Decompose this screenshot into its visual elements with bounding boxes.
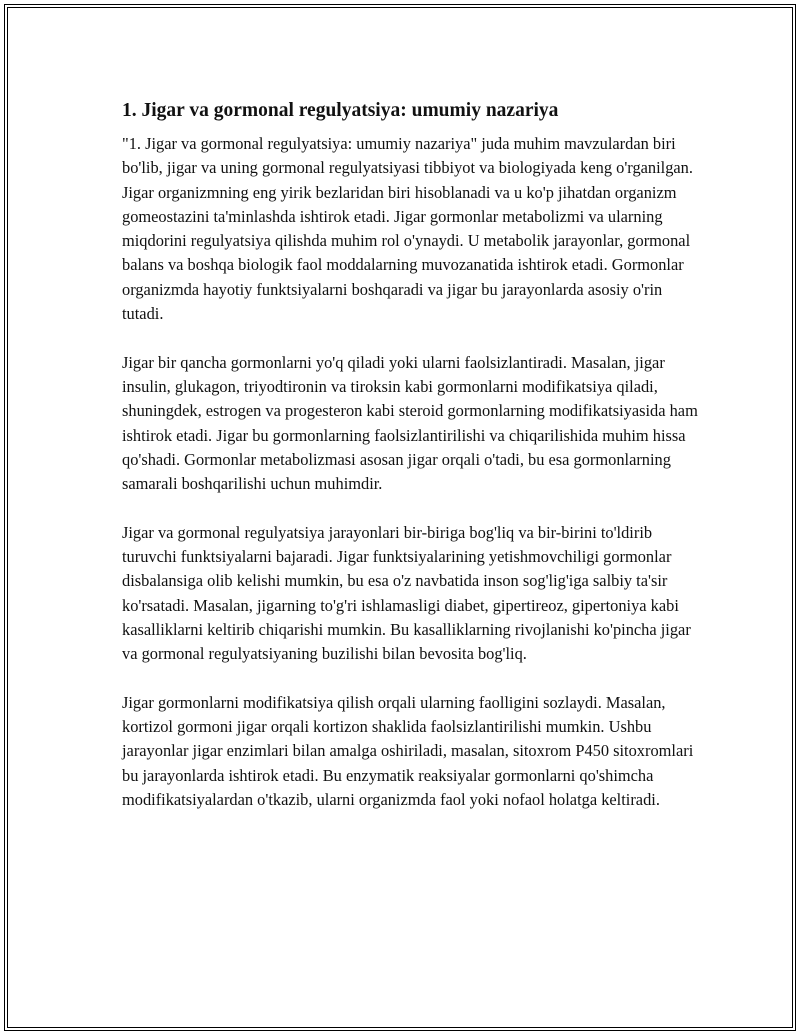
page-frame: [4, 4, 796, 1031]
paragraph-3: Jigar va gormonal regulyatsiya jarayonlari bir-biriga bog'liq va bir-birini to'ldirib turuvchi funktsiyalarni bajaradi. Jigar funktsiyalarining yetishmovchiligi gormonlar disbalansiga olib kelishi mumkin, bu esa o'z navbatida inson sog'lig'iga salbiy ta'sir ko'rsatadi. Masalan, jigarning to'g'ri ishlamasligi diabet, gipertireoz, gipertoniya kabi kasalliklarni keltirib chiqarishi mumkin. Bu kasalliklarning rivojlanishi ko'pincha jigar va gormonal regulyatsiyaning buzilishi bilan bevosita bog'liq.: [122, 522, 691, 664]
section-heading: 1. Jigar va gormonal regulyatsiya: umumiy nazariya: [122, 100, 559, 121]
paragraph-1: "1. Jigar va gormonal regulyatsiya: umumiy nazariya" juda muhim mavzulardan biri bo'lib, jigar va uning gormonal regulyatsiyasi tibbiyot va biologiyada keng o'rganilgan. Jigar organizmning eng yirik bezlaridan biri hisoblanadi va u ko'p jihatdan organizm gomeostazini ta'minlashda ishtirok etadi. Jigar gormonlar metabolizmi va ularning miqdorini regulyatsiya qilishda muhim rol o'ynaydi. U metabolik jarayonlar, gormonal balans va boshqa biologik faol moddalarning muvozanatida ishtirok etadi. Gormonlar organizmda hayotiy funktsiyalarni boshqaradi va jigar bu jarayonlarda asosiy o'rin tutadi.: [122, 134, 693, 324]
document-body: [122, 98, 702, 837]
paragraph-4: Jigar gormonlarni modifikatsiya qilish orqali ularning faolligini sozlaydi. Masalan, kortizol gormoni jigar orqali kortizon shaklida faolsizlantirilishi mumkin. Ushbu jarayonlar jigar enzimlari bilan amalga oshiriladi, masalan, sitoxrom P450 sitoxromlari bu jarayonlarda ishtirok etadi. Bu enzymatik reaksiyalar gormonlarni qo'shimcha modifikatsiyalardan o'tkazib, ularni organizmda faol yoki nofaol holatga keltiradi.: [122, 692, 694, 810]
paragraph-2: Jigar bir qancha gormonlarni yo'q qiladi yoki ularni faolsizlantiradi. Masalan, jigar insulin, glukagon, triyodtironin va tiroksin kabi gormonlarni modifikatsiya qiladi, shuningdek, estrogen va progesteron kabi steroid gormonlarning modifikatsiyasida ham ishtirok etadi. Jigar bu gormonlarning faolsizlantirilishi va chiqarilishida muhim hissa qo'shadi. Gormonlar metabolizmasi asosan jigar orqali o'tadi, bu esa gormonlarning samarali boshqarilishi uchun muhimdir.: [122, 352, 698, 494]
